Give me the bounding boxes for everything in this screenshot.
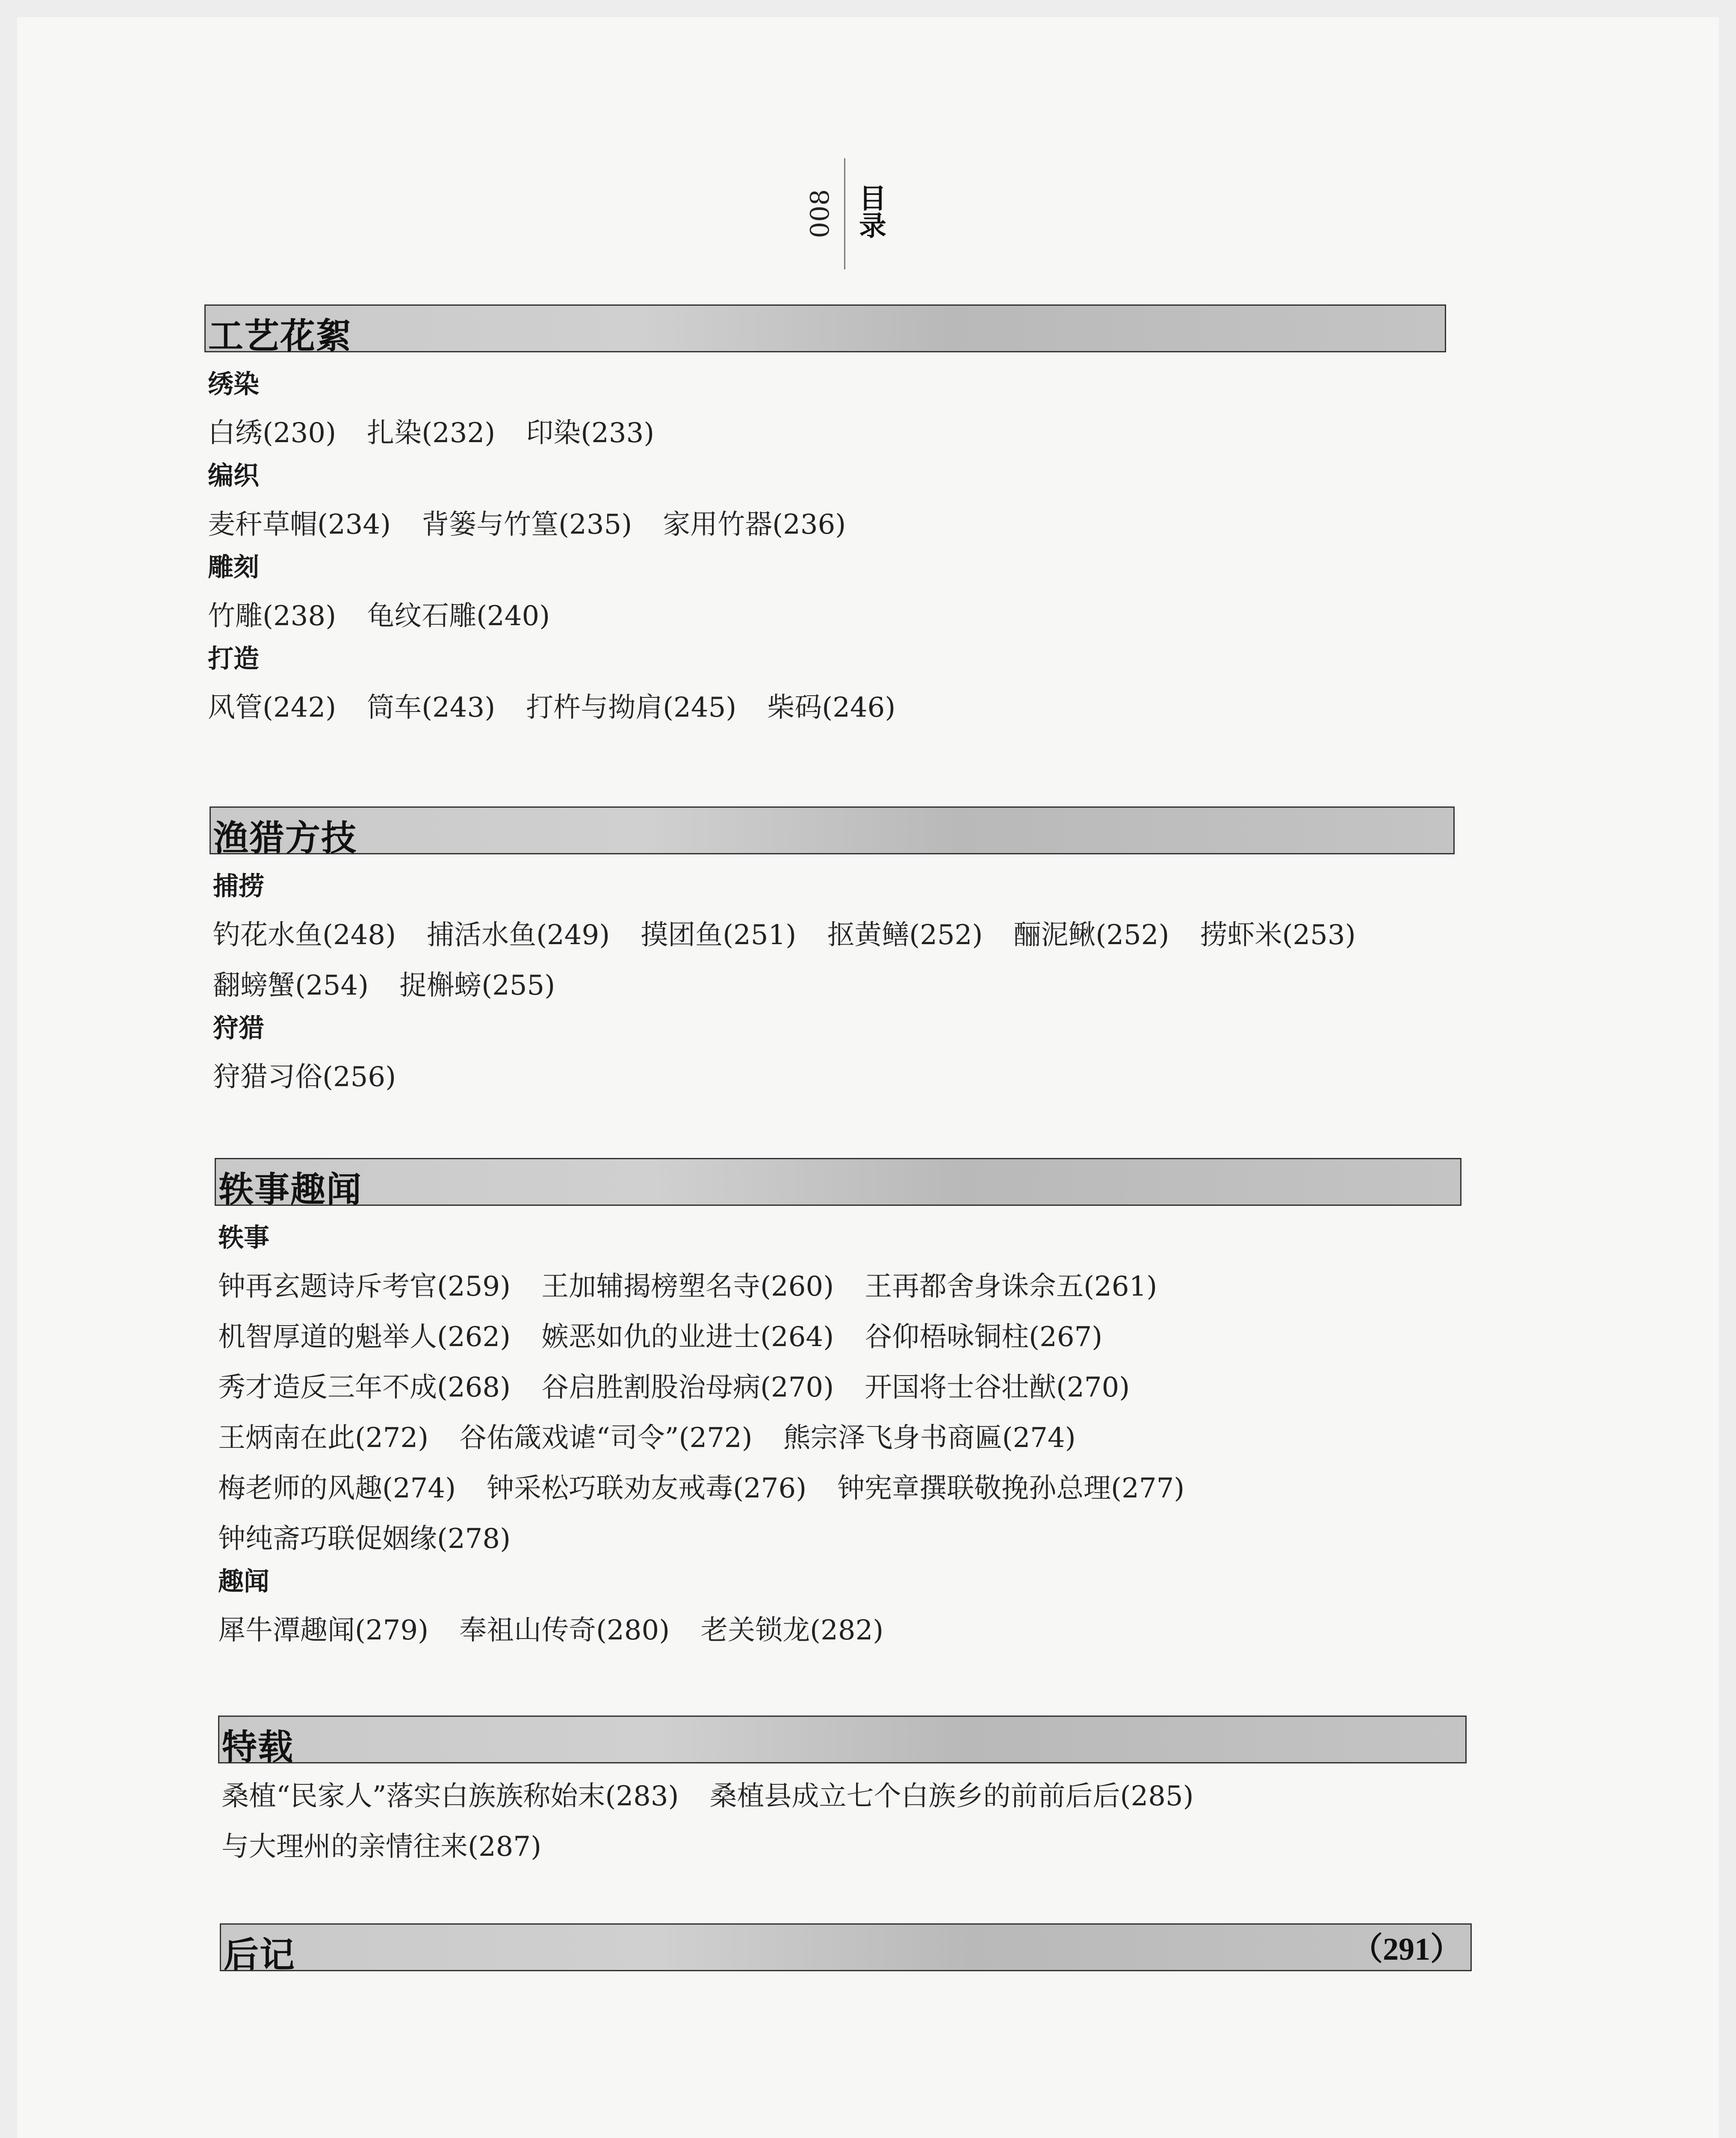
toc-entry[interactable]: 熊宗泽飞身书商匾(274): [783, 1422, 1076, 1454]
toc-entry[interactable]: 印染(233): [526, 417, 655, 449]
section-title: 渔猎方技: [213, 818, 357, 859]
toc-entry[interactable]: 钟纯斋巧联促姻缘(278): [218, 1523, 511, 1555]
toc-entry[interactable]: 秀才造反三年不成(268): [218, 1372, 511, 1403]
section-title: 轶事趣闻: [218, 1169, 363, 1210]
toc-entry[interactable]: 王再都舍身诛佘五(261): [865, 1271, 1157, 1302]
section-page-number: （291）: [1351, 1932, 1462, 1967]
toc-entry[interactable]: 竹雕(238): [208, 600, 337, 632]
toc-entry[interactable]: 捞虾米(253): [1200, 919, 1356, 951]
subsection-heading: 绣染: [208, 369, 259, 399]
toc-entry[interactable]: 王炳南在此(272): [218, 1422, 429, 1454]
toc-entry[interactable]: 犀牛潭趣闻(279): [218, 1615, 429, 1646]
toc-entry[interactable]: 柴码(246): [767, 692, 896, 723]
entry-list: [218, 1261, 1461, 1564]
toc-entry[interactable]: 家用竹器(236): [663, 509, 846, 540]
toc-entry[interactable]: 奉祖山传奇(280): [459, 1615, 670, 1646]
toc-entry[interactable]: 狩猎习俗(256): [213, 1061, 396, 1093]
entry-list: [213, 910, 1455, 1011]
toc-entry[interactable]: 谷佑箴戏谑“司令”(272): [459, 1422, 753, 1454]
section-title-bar[interactable]: [220, 1923, 1472, 1976]
section-title: 后记: [224, 1934, 296, 1976]
subsection-heading: 捕捞: [213, 871, 264, 901]
subsection-heading: 轶事: [218, 1223, 269, 1253]
entry-list: [208, 682, 1446, 733]
toc-entry[interactable]: 扎染(232): [367, 417, 496, 449]
subsection-heading: 打造: [208, 644, 259, 674]
toc-entry[interactable]: 龟纹石雕(240): [367, 600, 550, 632]
toc-entry[interactable]: 钟采松巧联劝友戒毒(276): [487, 1473, 807, 1504]
toc-entry[interactable]: 捉槲螃(255): [399, 970, 555, 1001]
entry-list: [213, 1052, 1455, 1102]
section-yishi: [215, 1158, 1461, 1656]
toc-entry[interactable]: 白绣(230): [208, 417, 337, 449]
toc-entry[interactable]: 风管(242): [208, 692, 337, 723]
running-header: [803, 158, 893, 269]
toc-entry[interactable]: 背篓与竹篁(235): [422, 509, 632, 540]
toc-entry[interactable]: 王加辅揭榜塑名寺(260): [541, 1271, 834, 1302]
toc-entry[interactable]: 机智厚道的魁举人(262): [218, 1321, 511, 1353]
toc-entry[interactable]: 摸团鱼(251): [641, 919, 797, 951]
section-title: 工艺花絮: [208, 316, 352, 357]
toc-entry[interactable]: 钟再玄题诗斥考官(259): [218, 1271, 511, 1302]
toc-entry[interactable]: 桑植“民家人”落实白族族称始末(283): [221, 1781, 679, 1812]
running-header-title: 目录: [854, 184, 886, 239]
toc-entry[interactable]: 桑植县成立七个白族乡的前前后后(285): [709, 1781, 1194, 1812]
entry-list: [208, 499, 1446, 550]
section-gongyi: [204, 304, 1446, 733]
section-title-bar: [215, 1158, 1461, 1210]
toc-entry[interactable]: 翻螃蟹(254): [213, 970, 369, 1001]
subsection-heading: 趣闻: [218, 1567, 269, 1597]
section-yulie: [210, 806, 1455, 1102]
subsection-heading: 雕刻: [208, 552, 259, 582]
toc-entry[interactable]: 打杵与拗肩(245): [526, 692, 737, 723]
entry-list: [218, 1605, 1461, 1656]
toc-entry[interactable]: 抠黄鳝(252): [827, 919, 983, 951]
toc-entry[interactable]: 钓花水鱼(248): [213, 919, 396, 951]
header-divider: [844, 158, 845, 269]
toc-entry[interactable]: 开国将士谷壮猷(270): [865, 1372, 1130, 1403]
section-title: 特载: [222, 1727, 294, 1768]
toc-entry[interactable]: 与大理州的亲情往来(287): [221, 1831, 542, 1863]
section-title-bar: [204, 304, 1446, 357]
subsection-heading: 狩猎: [213, 1013, 264, 1043]
toc-entry[interactable]: 酾泥鳅(252): [1013, 919, 1169, 951]
toc-entry[interactable]: 筒车(243): [367, 692, 496, 723]
toc-entry[interactable]: 钟宪章撰联敬挽孙总理(277): [837, 1473, 1185, 1504]
page-number: 008: [805, 189, 835, 239]
section-title-bar: [210, 806, 1455, 859]
section-houji: [220, 1923, 1472, 1976]
toc-entry[interactable]: 谷仰梧咏铜柱(267): [865, 1321, 1103, 1353]
book-page: [17, 17, 1719, 2138]
toc-entry[interactable]: 梅老师的风趣(274): [218, 1473, 456, 1504]
section-title-bar: [218, 1716, 1467, 1768]
entry-list: [221, 1771, 1467, 1872]
toc-entry[interactable]: 捕活水鱼(249): [427, 919, 610, 951]
toc-entry[interactable]: 谷启胜割股治母病(270): [541, 1372, 834, 1403]
section-tezai: [218, 1716, 1467, 1872]
toc-entry[interactable]: 嫉恶如仇的业进士(264): [541, 1321, 834, 1353]
subsection-heading: 编织: [208, 461, 259, 491]
toc-entry[interactable]: 麦秆草帽(234): [208, 509, 391, 540]
entry-list: [208, 591, 1446, 641]
toc-entry[interactable]: 老关锁龙(282): [700, 1615, 884, 1646]
entry-list: [208, 408, 1446, 458]
